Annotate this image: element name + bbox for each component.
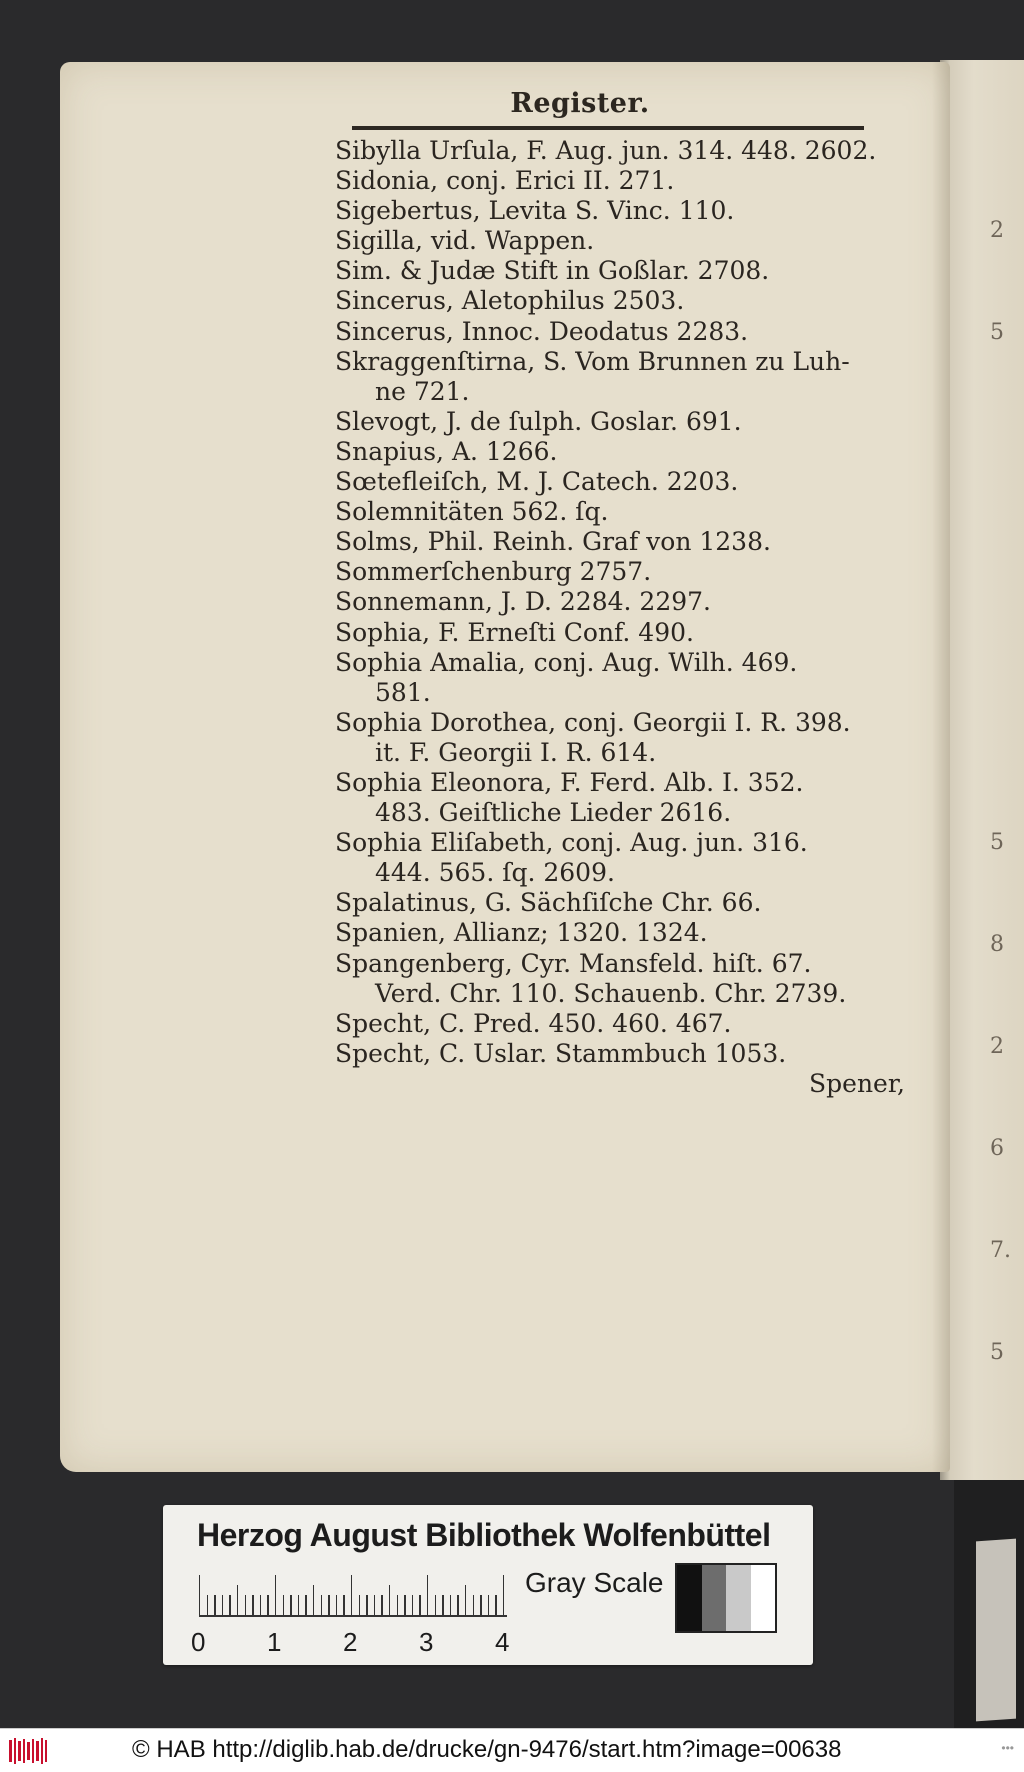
adjacent-page-strip [976, 1539, 1016, 1722]
ruler-tick [480, 1595, 481, 1615]
register-entry: Sophia Eliſabeth, conj. Aug. jun. 316. [335, 828, 808, 858]
register-entry: Sophia Amalia, conj. Aug. Wilh. 469. [335, 647, 798, 677]
adjacent-page-edge [940, 60, 1024, 1480]
header-rule [352, 126, 864, 130]
ruler-tick [465, 1585, 466, 1615]
register-entry: Sibylla Urſula, F. Aug. jun. 314. 448. 2602. [335, 136, 877, 165]
ruler-tick [328, 1595, 329, 1615]
ruler-tick [412, 1595, 413, 1615]
ruler-tick [305, 1595, 306, 1615]
gray-scale-strip [675, 1563, 777, 1633]
ruler-tick [214, 1595, 215, 1615]
ruler-tick [397, 1595, 398, 1615]
register-entry: Sophia Eleonora, F. Ferd. Alb. I. 352. [335, 767, 804, 797]
register-entry: Slevogt, J. de ſulph. Goslar. 691. [335, 406, 742, 436]
register-entry: Sommerſchenburg 2757. [335, 557, 652, 587]
register-entry: Skraggenſtirna, S. Vom Brunnen zu Luh- [335, 346, 850, 376]
ruler-tick [450, 1595, 451, 1615]
gray-swatch [677, 1565, 702, 1631]
ruler-number: 2 [343, 1627, 358, 1657]
register-entry: 483. Geiſtliche Lieder 2616. [375, 798, 732, 828]
hab-logo-icon [8, 1737, 48, 1765]
ruler-tick [404, 1595, 405, 1615]
register-entry: 581. [375, 677, 431, 707]
register-entry: Spanien, Allianz; 1320. 1324. [335, 918, 708, 948]
footer-menu-icon[interactable]: ••• [1001, 1741, 1014, 1755]
gray-swatch [751, 1565, 776, 1631]
register-entry: Sophia, F. Erneſti Conf. 490. [335, 617, 694, 647]
ruler-tick [336, 1595, 337, 1615]
source-url-text: © HAB http://diglib.hab.de/drucke/gn-9476/start.htm?image=00638 [132, 1736, 842, 1763]
page-shade [932, 62, 950, 1472]
register-entry: Snapius, A. 1266. [335, 436, 558, 466]
ruler-tick [275, 1575, 276, 1615]
ruler-tick [359, 1595, 360, 1615]
ruler-tick [321, 1595, 322, 1615]
register-entry: Sophia Dorothea, conj. Georgii I. R. 398. [335, 707, 851, 737]
color-calibration-target [163, 1505, 813, 1665]
register-entry: Spalatinus, G. Sächſiſche Chr. 66. [335, 888, 762, 918]
gray-scale-label: Gray Scale [525, 1567, 664, 1598]
scale-ruler [199, 1573, 579, 1619]
ruler-tick [260, 1595, 261, 1615]
ruler-tick [495, 1595, 496, 1615]
ruler-tick [381, 1595, 382, 1615]
ruler-tick [419, 1595, 420, 1615]
gray-swatch [726, 1565, 751, 1631]
ruler-tick [237, 1585, 238, 1615]
register-entry: Spangenberg, Cyr. Mansfeld. hiſt. 67. [335, 948, 812, 978]
register-entries [335, 136, 905, 1099]
register-entry: it. F. Georgii I. R. 614. [375, 737, 657, 767]
ruler-tick [283, 1595, 284, 1615]
ruler-tick [435, 1595, 436, 1615]
ruler-tick [366, 1595, 367, 1615]
ruler-tick [245, 1595, 246, 1615]
footer-bar [0, 1728, 1024, 1772]
ruler-tick [267, 1595, 268, 1615]
ruler-tick [199, 1575, 200, 1615]
register-entry: ne 721. [375, 376, 470, 406]
ruler-tick [442, 1595, 443, 1615]
ruler-tick [207, 1595, 208, 1615]
ruler-tick [488, 1595, 489, 1615]
ruler-tick [427, 1575, 428, 1615]
register-entry: Sonnemann, J. D. 2284. 2297. [335, 587, 711, 617]
register-entry: Specht, C. Pred. 450. 460. 467. [335, 1008, 732, 1038]
ruler-tick [503, 1575, 504, 1615]
ruler-tick [351, 1575, 352, 1615]
register-entry: 444. 565. ſq. 2609. [375, 858, 615, 888]
ruler-tick [290, 1595, 291, 1615]
ruler-tick [313, 1585, 314, 1615]
register-entry: Solemnitäten 562. ſq. [335, 497, 609, 527]
ruler-tick [374, 1595, 375, 1615]
ruler-tick [252, 1595, 253, 1615]
catchword: Spener, [809, 1068, 905, 1098]
register-entry: Sincerus, Aletophilus 2503. [335, 286, 685, 316]
adjacent-page-fragments: 2 5 5 8 2 6 7. 5 [990, 218, 1011, 1365]
register-entry: Sigilla, vid. Wappen. [335, 226, 595, 256]
ruler-number: 3 [419, 1627, 434, 1657]
adjacent-page-lower [954, 1480, 1024, 1728]
ruler-tick [473, 1595, 474, 1615]
register-entry: Verd. Chr. 110. Schauenb. Chr. 2739. [375, 978, 847, 1008]
register-entry: Sigebertus, Levita S. Vinc. 110. [335, 196, 735, 226]
ruler-tick [343, 1595, 344, 1615]
register-entry: Sim. & Judæ Stift in Goßlar. 2708. [335, 256, 770, 286]
page-header-title: Register. [510, 88, 650, 119]
ruler-tick [229, 1595, 230, 1615]
ruler-number: 1 [267, 1627, 282, 1657]
ruler-number: 0 [191, 1627, 206, 1657]
register-entry: Specht, C. Uslar. Stammbuch 1053. [335, 1038, 787, 1068]
register-entry: Solms, Phil. Reinh. Graf von 1238. [335, 527, 771, 557]
ruler-tick [298, 1595, 299, 1615]
ruler-baseline [199, 1615, 507, 1617]
ruler-tick [457, 1595, 458, 1615]
gray-swatch [702, 1565, 727, 1631]
ruler-tick [222, 1595, 223, 1615]
register-entry: Sidonia, conj. Erici II. 271. [335, 166, 675, 196]
ruler-tick [389, 1585, 390, 1615]
register-entry: Sœtefleiſch, M. J. Catech. 2203. [335, 467, 739, 497]
library-name: Herzog August Bibliothek Wolfenbüttel [197, 1517, 771, 1553]
register-entry: Sincerus, Innoc. Deodatus 2283. [335, 316, 749, 346]
ruler-number: 4 [495, 1627, 510, 1657]
